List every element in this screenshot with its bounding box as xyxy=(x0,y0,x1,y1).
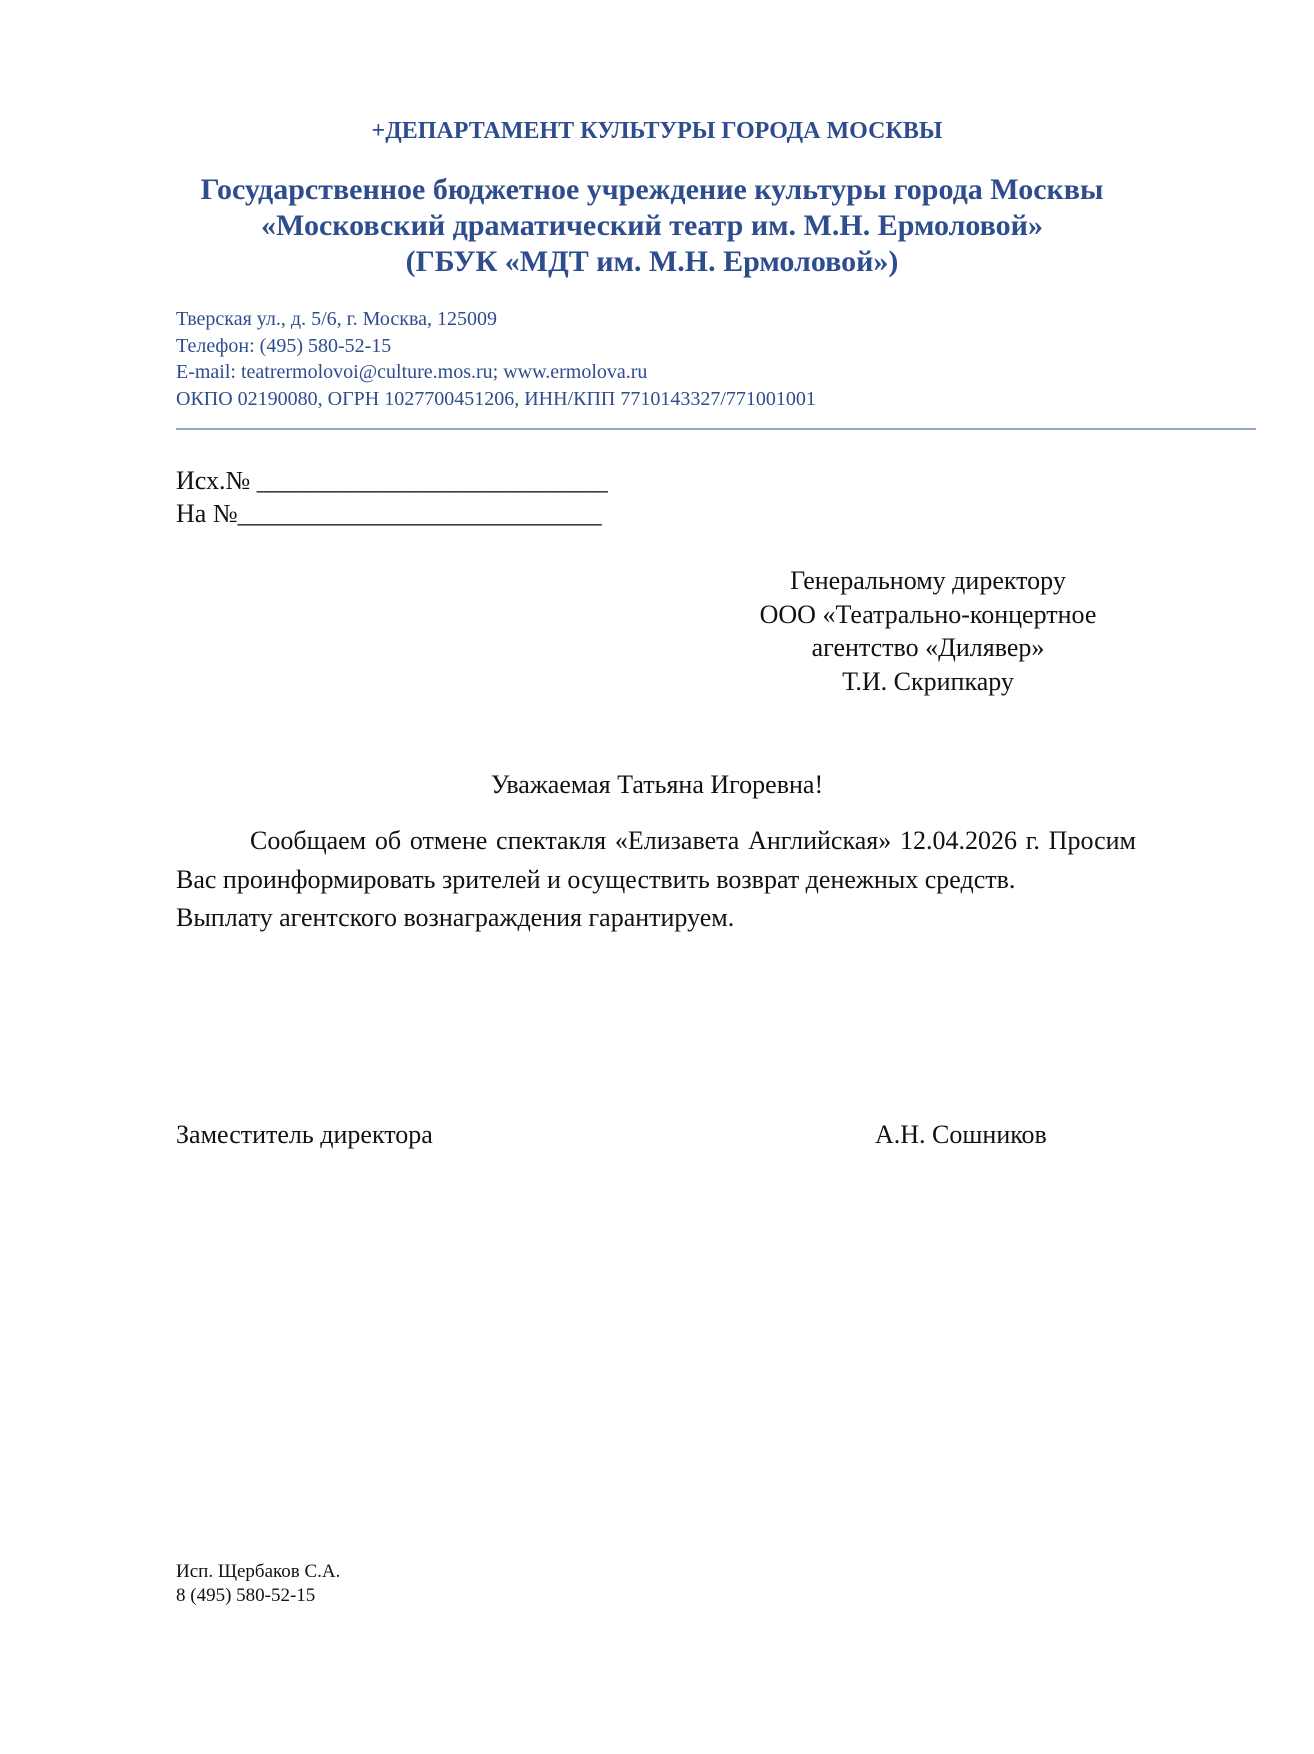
email-website: E-mail: teatrermolovoi@culture.mos.ru; www.ermolova.ru xyxy=(176,361,648,383)
org-line: «Московский драматический театр им. М.Н. Ермоловой» xyxy=(261,209,1043,242)
body-paragraph: Выплату агентского вознаграждения гарантируем. xyxy=(176,903,735,932)
department-header: +ДЕПАРТАМЕНТ КУЛЬТУРЫ ГОРОДА МОСКВЫ xyxy=(371,118,943,144)
addressee-line: ООО «Театрально-концертное xyxy=(759,599,1097,629)
signatory-name: А.Н. Сошников xyxy=(875,1120,1047,1149)
body-paragraph: Сообщаем об отмене спектакля «Елизавета Английская» 12.04.2026 г. Просим Вас проинформировать зрителей и осуществить возврат денежных средств. xyxy=(176,826,1136,894)
org-line: (ГБУК «МДТ им. М.Н. Ермоловой») xyxy=(405,245,899,278)
letter-body xyxy=(176,822,1136,938)
org-line: Государственное бюджетное учреждение культуры города Москвы xyxy=(200,173,1104,206)
executor-footer xyxy=(176,1560,340,1608)
incoming-number: На №____________________________ xyxy=(176,499,602,528)
address: Тверская ул., д. 5/6, г. Москва, 125009 xyxy=(176,308,498,330)
outgoing-number: Исх.№ ___________________________ xyxy=(176,466,608,495)
reference-numbers xyxy=(176,464,608,530)
letterhead-divider: ____________________________________________________________________________________________________________ xyxy=(176,410,1256,432)
addressee-line: агентство «Дилявер» xyxy=(811,633,1045,662)
organization-name xyxy=(176,172,1128,280)
addressee-line: Т.И. Скрипкару xyxy=(842,666,1014,696)
addressee-line: Генеральному директору xyxy=(790,566,1066,595)
signatory-position: Заместитель директора xyxy=(176,1120,433,1149)
executor-phone: 8 (495) 580-52-15 xyxy=(176,1585,316,1606)
registration-codes: ОКПО 02190080, ОГРН 1027700451206, ИНН/КПП 7710143327/771001001 xyxy=(176,387,816,410)
phone: Телефон: (495) 580-52-15 xyxy=(176,334,392,357)
greeting: Уважаемая Татьяна Игоревна! xyxy=(490,770,824,799)
addressee-block xyxy=(728,564,1128,698)
executor-name: Исп. Щербаков С.А. xyxy=(176,1561,341,1582)
contact-block xyxy=(176,306,816,412)
